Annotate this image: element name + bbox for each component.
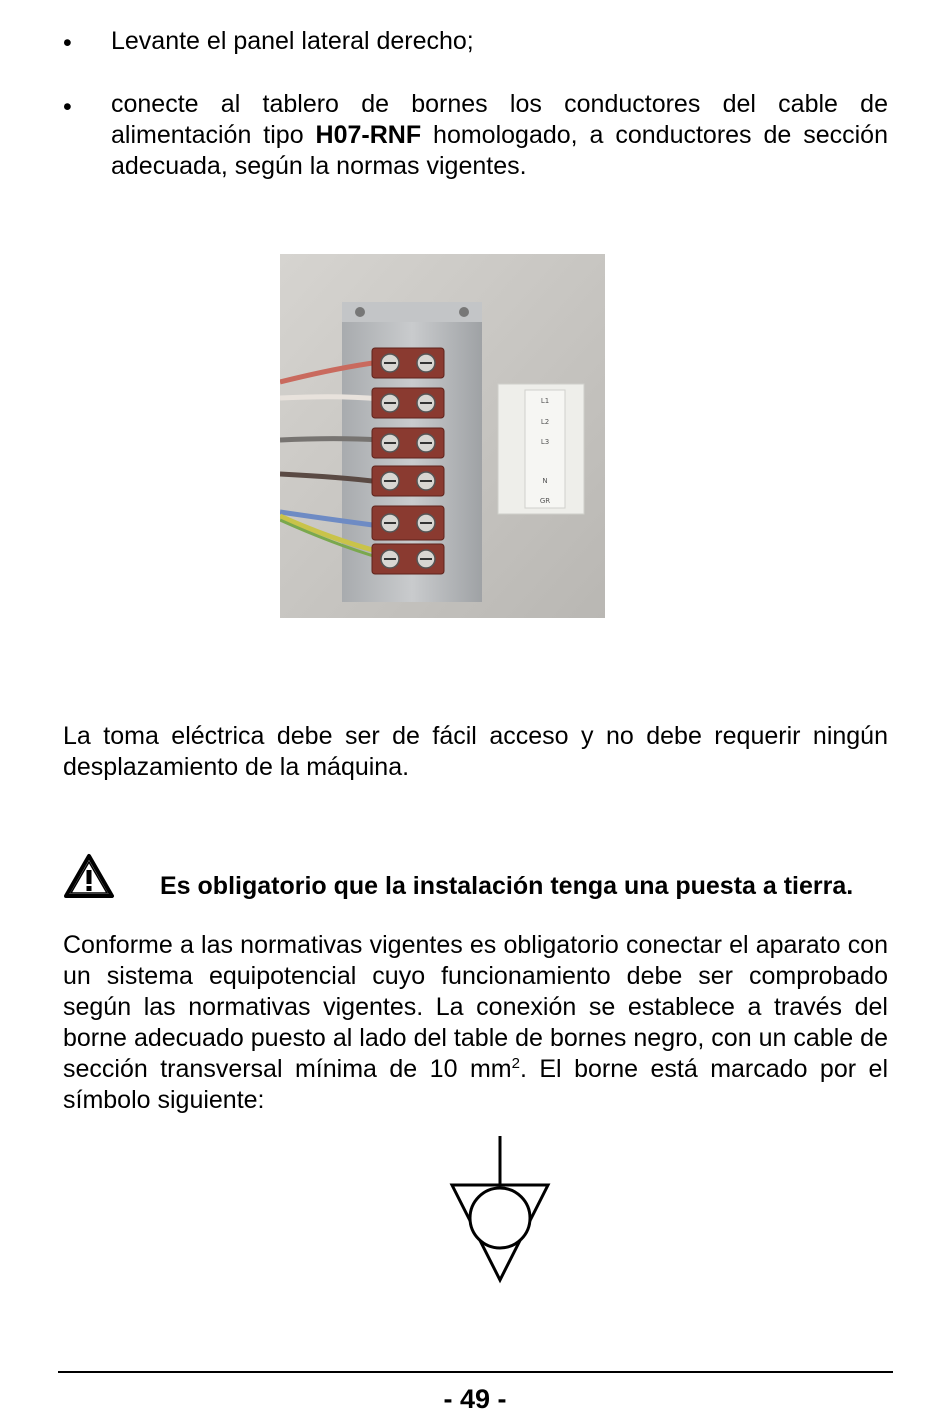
label-l1: L1 bbox=[540, 397, 550, 405]
bullet-item-2 bbox=[111, 89, 888, 182]
label-n: N bbox=[542, 477, 548, 485]
terminal-block-photo bbox=[280, 254, 605, 618]
bullet-marker: • bbox=[63, 93, 72, 121]
equipotential-paragraph-pre: Conforme a las normativas vigentes es obligatorio conectar el aparato con un sistema equipotencial cuyo funcionamiento debe ser comprobado según las normativas vigentes. La conexión se establece a través del borne adecuado puesto al lado del table de bornes negro, con un cable de sección transversal mínima de 10 mm bbox=[63, 931, 888, 1083]
bullet-item-1 bbox=[111, 26, 888, 57]
bullet-item-2-post: homologado, a conductores de sección adecuada, según la normas vigentes. bbox=[111, 121, 888, 180]
label-l3: L3 bbox=[540, 438, 550, 446]
grounding-warning: Es obligatorio que la instalación tenga una puesta a tierra. bbox=[160, 872, 854, 900]
label-gr: GR bbox=[539, 497, 551, 505]
bullet-item-2-pre: conecte al tablero de bornes los conductores del cable de alimentación tipo bbox=[111, 90, 888, 149]
warning-triangle-icon bbox=[63, 853, 115, 899]
label-l2: L2 bbox=[540, 418, 550, 426]
equipotential-symbol-icon bbox=[447, 1134, 553, 1284]
equipotential-paragraph-post: . El borne está marcado por el símbolo siguiente: bbox=[63, 1055, 888, 1114]
bullet-marker: • bbox=[63, 29, 72, 57]
equipotential-paragraph bbox=[63, 930, 888, 1116]
superscript-2: 2 bbox=[511, 1055, 520, 1072]
page-number: - 49 - bbox=[443, 1384, 507, 1414]
footer-rule bbox=[58, 1371, 893, 1373]
access-paragraph: La toma eléctrica debe ser de fácil acceso y no debe requerir ningún desplazamiento de la máquina. bbox=[63, 722, 888, 781]
bullet-item-1-text: Levante el panel lateral derecho; bbox=[111, 27, 474, 55]
cable-type: H07-RNF bbox=[315, 121, 422, 149]
